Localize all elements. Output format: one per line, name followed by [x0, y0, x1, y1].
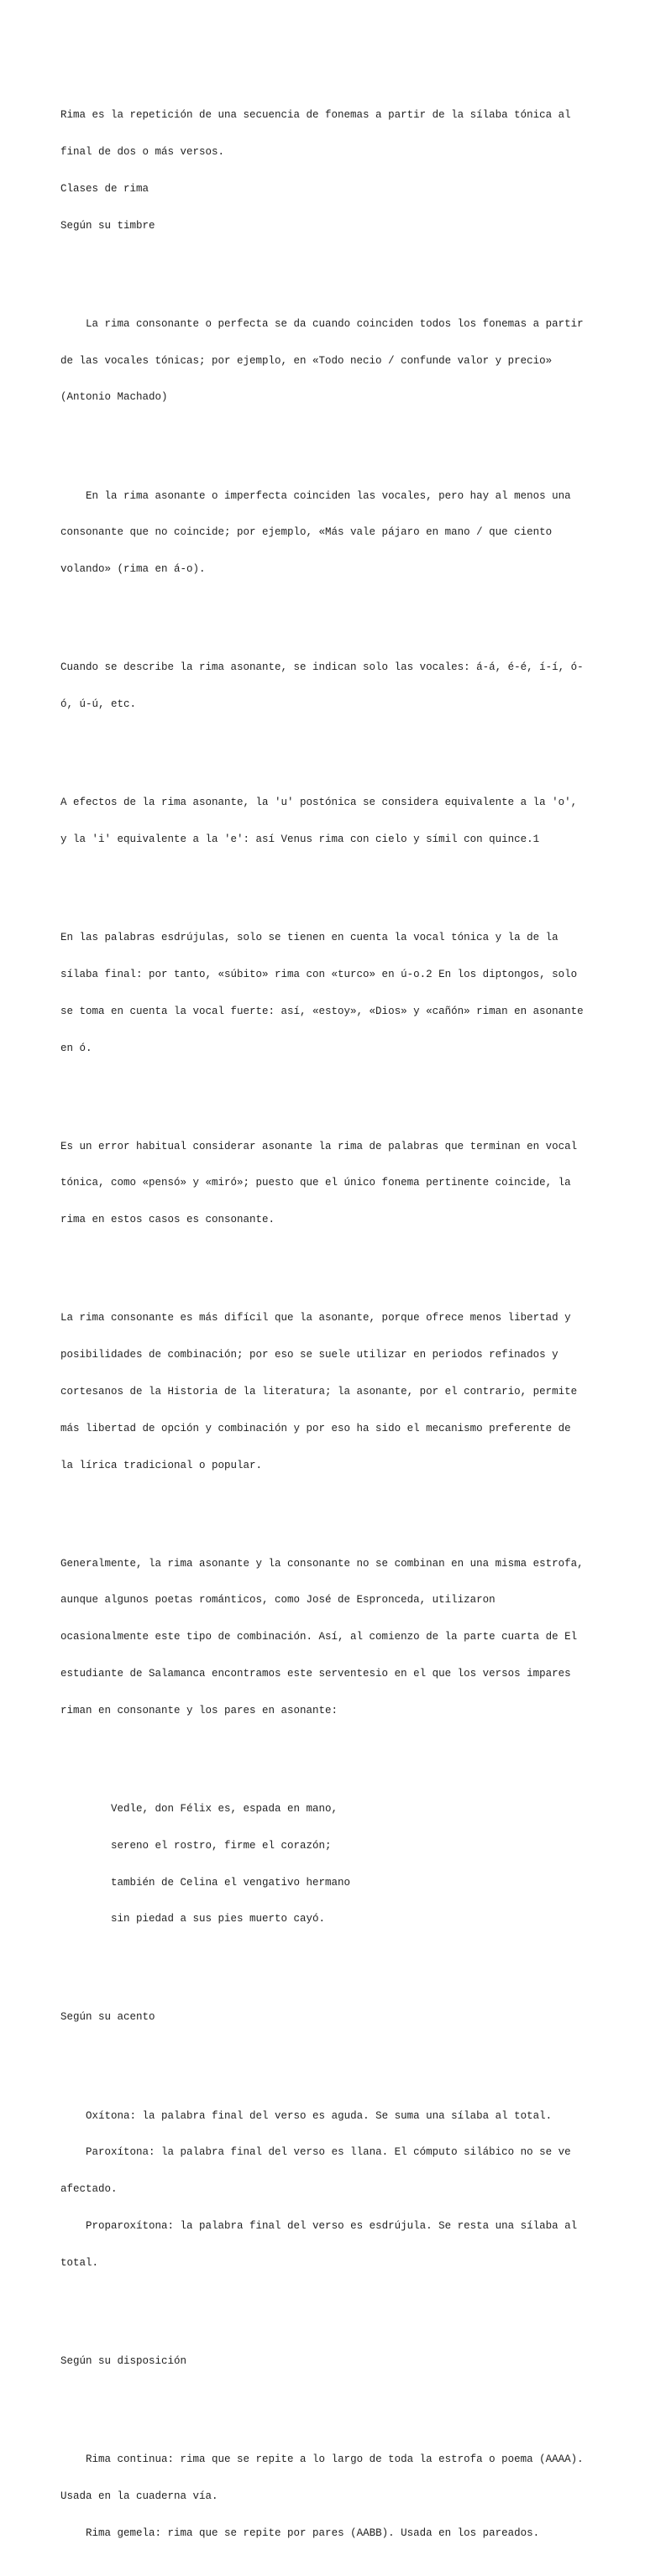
- verse-line: sereno el rostro, firme el corazón;: [60, 1839, 332, 1852]
- text-line: Oxítona: la palabra final del verso es aguda. Se suma una sílaba al total.: [60, 2109, 553, 2122]
- text-line: La rima consonante o perfecta se da cuando coinciden todos los fonemas a partir: [60, 317, 584, 330]
- paragraph-esdrujulas: [60, 907, 590, 1079]
- heading-acento: [60, 1987, 590, 2048]
- text-line: ó, ú-ú, etc.: [60, 698, 137, 711]
- text-line: A efectos de la rima asonante, la 'u' postónica se considera equivalente a la 'o',: [60, 797, 578, 809]
- text-line: En las palabras esdrújulas, solo se tienen en cuenta la vocal tónica y la de la: [60, 932, 558, 944]
- text-line: Rima es la repetición de una secuencia de fonemas a partir de la sílaba tónica al: [60, 109, 571, 122]
- text-line: sílaba final: por tanto, «súbito» rima con «turco» en ú-o.2 En los diptongos, solo: [60, 968, 578, 980]
- document-page: [60, 60, 590, 2576]
- paragraph-dificultad: [60, 1288, 590, 1496]
- text-line: cortesanos de la Historia de la literatura; la asonante, por el contrario, permite: [60, 1385, 578, 1398]
- text-line: (Antonio Machado): [60, 391, 168, 404]
- text-line: y la 'i' equivalente a la 'e': así Venus rima con cielo y símil con quince.1: [60, 833, 540, 846]
- paragraph-vocales: [60, 637, 590, 735]
- text-line: Cuando se describe la rima asonante, se indican solo las vocales: á-á, é-é, í-í, ó-: [60, 661, 584, 674]
- text-line: consonante que no coincide; por ejemplo, «Más vale pájaro en mano / que ciento: [60, 526, 553, 539]
- text-line: en ó.: [60, 1042, 92, 1054]
- verse-line: también de Celina el vengativo hermano: [60, 1876, 351, 1889]
- text-line: final de dos o más versos.: [60, 146, 225, 159]
- paragraph-postonica: [60, 772, 590, 870]
- section-heading: Clases de rima: [60, 182, 149, 195]
- verse-line: sin piedad a sus pies muerto cayó.: [60, 1913, 326, 1925]
- paragraph-combinacion: [60, 1534, 590, 1742]
- text-line: rima en estos casos es consonante.: [60, 1214, 275, 1226]
- list-acento: [60, 2085, 590, 2293]
- subsection-heading: Según su disposición: [60, 2354, 187, 2367]
- paragraph-intro: [60, 85, 590, 256]
- text-line: Rima continua: rima que se repite a lo largo de toda la estrofa o poema (AAAA).: [60, 2453, 584, 2466]
- text-line: la lírica tradicional o popular.: [60, 1459, 263, 1471]
- text-line: Rima gemela: rima que se repite por pares (AABB). Usada en los pareados.: [60, 2526, 540, 2539]
- text-line: más libertad de opción y combinación y por eso ha sido el mecanismo preferente de: [60, 1422, 571, 1434]
- text-line: de las vocales tónicas; por ejemplo, en «Todo necio / confunde valor y precio»: [60, 354, 553, 367]
- heading-disposicion: [60, 2331, 590, 2392]
- text-line: afectado.: [60, 2183, 118, 2196]
- text-line: Usada en la cuaderna vía.: [60, 2490, 218, 2502]
- text-line: riman en consonante y los pares en asonante:: [60, 1704, 338, 1716]
- subsection-heading: Según su acento: [60, 2011, 155, 2024]
- list-disposicion: [60, 2429, 590, 2564]
- verse-quote: [60, 1779, 590, 1950]
- text-line: posibilidades de combinación; por eso se suele utilizar en periodos refinados y: [60, 1349, 558, 1361]
- verse-line: Vedle, don Félix es, espada en mano,: [60, 1802, 338, 1815]
- text-line: En la rima asonante o imperfecta coinciden las vocales, pero hay al menos una: [60, 489, 571, 502]
- subsection-heading: Según su timbre: [60, 219, 155, 232]
- text-line: tónica, como «pensó» y «miró»; puesto que el único fonema pertinente coincide, la: [60, 1177, 571, 1189]
- paragraph-rima-consonante: [60, 294, 590, 429]
- text-line: aunque algunos poetas románticos, como José de Espronceda, utilizaron: [60, 1594, 496, 1607]
- text-line: se toma en cuenta la vocal fuerte: así, «estoy», «Dios» y «cañón» riman en asonante: [60, 1005, 584, 1017]
- text-line: estudiante de Salamanca encontramos este serventesio en el que los versos impares: [60, 1668, 571, 1680]
- text-line: volando» (rima en á-o).: [60, 563, 206, 576]
- text-line: total.: [60, 2256, 99, 2269]
- text-line: Paroxítona: la palabra final del verso es llana. El cómputo silábico no se ve: [60, 2146, 571, 2159]
- text-line: Proparoxítona: la palabra final del verso es esdrújula. Se resta una sílaba al: [60, 2219, 578, 2232]
- text-line: Es un error habitual considerar asonante la rima de palabras que terminan en vocal: [60, 1140, 578, 1152]
- text-line: ocasionalmente este tipo de combinación. Así, al comienzo de la parte cuarta de El: [60, 1631, 578, 1643]
- text-line: La rima consonante es más difícil que la asonante, porque ofrece menos libertad y: [60, 1312, 571, 1325]
- text-line: Generalmente, la rima asonante y la consonante no se combinan en una misma estrofa,: [60, 1557, 584, 1570]
- paragraph-rima-asonante: [60, 465, 590, 600]
- paragraph-error-habitual: [60, 1116, 590, 1251]
